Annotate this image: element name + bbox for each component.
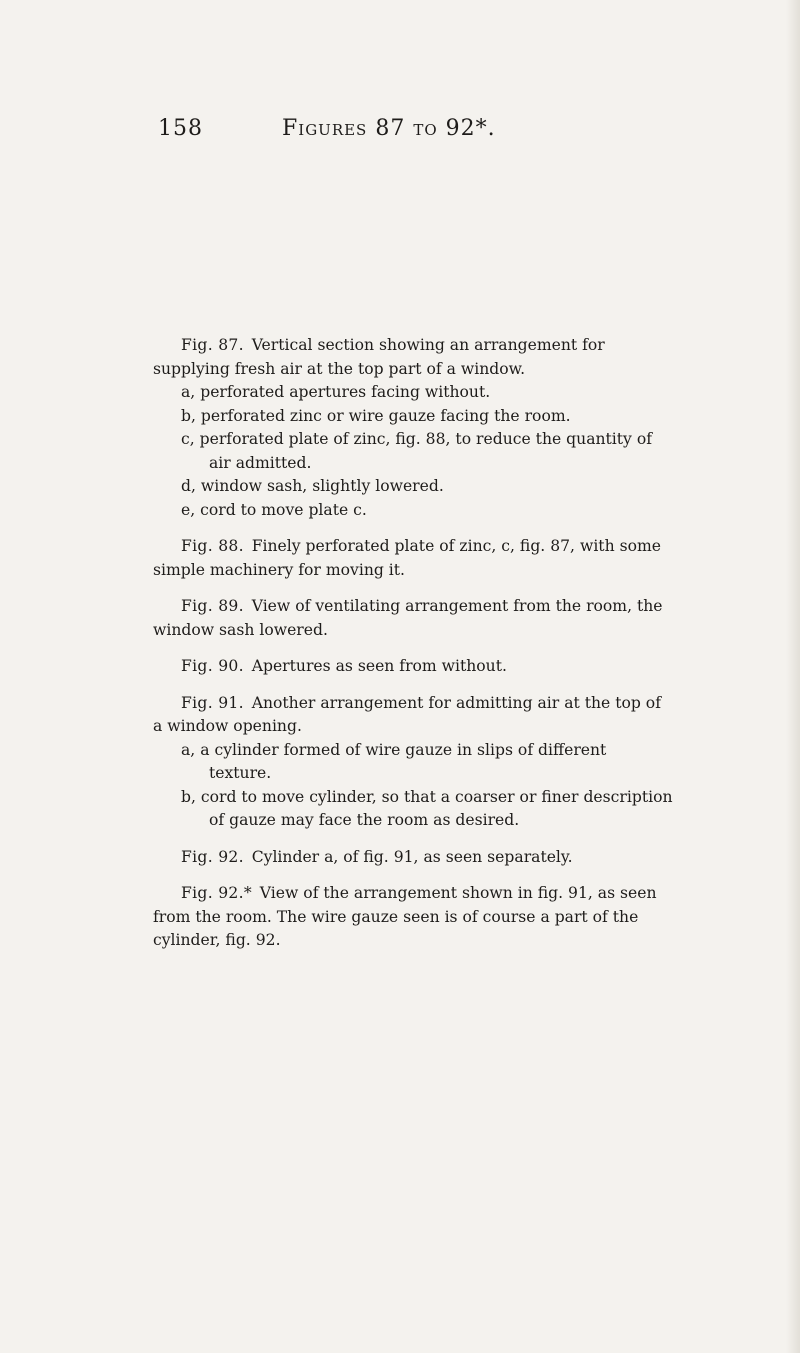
caption-text xyxy=(153,655,673,679)
caption-item: a, a cylinder formed of wire gauze in slips of different texture. xyxy=(181,740,607,782)
caption-item: a, perforated apertures facing without. xyxy=(181,383,491,401)
caption-item: d, window sash, slightly lowered. xyxy=(181,477,444,495)
figure-caption xyxy=(153,535,673,582)
page-number: 158 xyxy=(158,116,203,141)
caption-item: b, cord to move cylinder, so that a coarser or finer description of gauze may face the room as desired. xyxy=(181,787,673,829)
page-header xyxy=(0,116,800,150)
figure-caption xyxy=(153,655,673,679)
figure-caption xyxy=(153,595,673,642)
figure-label: Fig. 92. xyxy=(181,847,244,866)
caption-text xyxy=(153,535,673,582)
caption-text xyxy=(153,882,673,953)
figure-caption xyxy=(153,334,673,522)
caption-text xyxy=(153,334,673,381)
running-title: Figures 87 to 92*. xyxy=(282,116,496,141)
figure-caption xyxy=(153,882,673,953)
caption-text xyxy=(153,595,673,642)
figure-label: Fig. 90. xyxy=(181,657,244,675)
figure-label: Fig. 91. xyxy=(181,693,244,712)
caption-text xyxy=(153,846,673,870)
figure-description: Another arrangement for admitting air at the top of a window opening. xyxy=(153,693,661,735)
figure-captions xyxy=(153,334,673,966)
caption-text xyxy=(153,692,673,739)
figure-caption xyxy=(153,846,673,870)
caption-item: e, cord to move plate c. xyxy=(181,500,367,519)
figure-caption xyxy=(153,692,673,833)
figure-label: Fig. 88. xyxy=(181,537,244,555)
page-edge-shadow xyxy=(786,0,800,1353)
caption-item: c, perforated plate of zinc, fig. 88, to reduce the quantity of air admitted. xyxy=(181,430,652,472)
figure-description: Cylinder a, of fig. 91, as seen separately. xyxy=(251,847,573,866)
figure-label: Fig. 87. xyxy=(181,336,244,354)
figure-description: Vertical section showing an arrangement for supplying fresh air at the top part of a window. xyxy=(153,336,605,378)
caption-item: b, perforated zinc or wire gauze facing the room. xyxy=(181,406,571,425)
figure-label: Fig. 89. xyxy=(181,597,244,615)
figure-label: Fig. 92.* xyxy=(181,884,252,902)
figure-description: View of the arrangement shown in fig. 91, as seen from the room. The wire gauze seen is of course a part of the cylinder, fig. 92. xyxy=(153,884,657,949)
figure-description: View of ventilating arrangement from the room, the window sash lowered. xyxy=(153,597,663,639)
figure-description: Finely perforated plate of zinc, c, fig. 87, with some simple machinery for moving it. xyxy=(153,537,661,579)
figure-description: Apertures as seen from without. xyxy=(251,657,507,675)
